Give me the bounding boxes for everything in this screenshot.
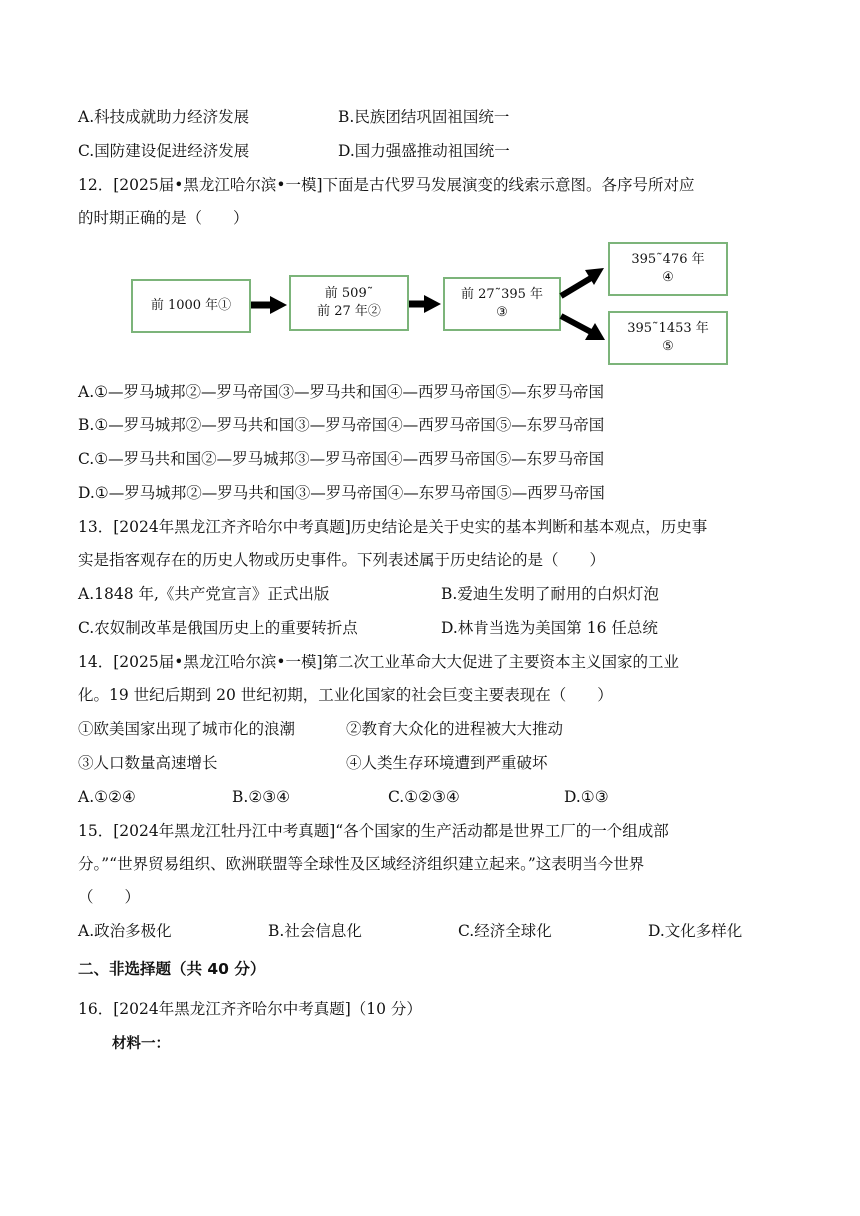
q12-option-c: C.①—罗马共和国②—罗马城邦③—罗马帝国④—西罗马帝国⑤—东罗马帝国 — [78, 450, 605, 468]
q15-option-d: D.文化多样化 — [648, 922, 743, 940]
q13-option-c: C.农奴制改革是俄国历史上的重要转折点 — [78, 619, 358, 637]
diagram-arrows — [0, 0, 860, 400]
diagram-box-2-line2: 前 27 年② — [317, 304, 381, 319]
q14-option-d: D.①③ — [564, 788, 609, 806]
q13-option-d: D.林肯当选为美国第 16 任总统 — [441, 619, 658, 637]
q14-statement-4: ④人类生存环境遭到严重破坏 — [346, 754, 548, 772]
q15-stem-line1: 15．[2024年黑龙江牡丹江中考真题]“各个国家的生产活动都是世界工厂的一个组成部 — [78, 822, 669, 840]
q15-stem-line3: （ ） — [78, 888, 141, 906]
q14-stem-line1: 14．[2025届•黑龙江哈尔滨•一模]第二次工业革命大大促进了主要资本主义国家的工业 — [78, 653, 680, 671]
q12-option-a: A.①—罗马城邦②—罗马帝国③—罗马共和国④—西罗马帝国⑤—东罗马帝国 — [78, 383, 605, 401]
arrow-3-4-icon — [561, 278, 591, 296]
q11-option-d: D.国力强盛推动祖国统一 — [338, 142, 510, 160]
q15-stem-line2: 分。”“世界贸易组织、欧洲联盟等全球性及区域经济组织建立起来。”这表明当今世界 — [78, 855, 645, 873]
diagram-box-3-line1: 前 27˜395 年 — [460, 287, 544, 302]
q15-option-c: C.经济全球化 — [458, 922, 552, 940]
q13-option-a: A.1848 年,《共产党宣言》正式出版 — [78, 585, 330, 603]
q14-option-c: C.①②③④ — [388, 788, 460, 806]
q16-material-label: 材料一： — [112, 1036, 170, 1052]
q15-option-b: B.社会信息化 — [268, 922, 362, 940]
q12-stem-line1: 12．[2025届•黑龙江哈尔滨•一模]下面是古代罗马发展演变的线索示意图。各序号所对应 — [78, 176, 695, 194]
diagram-box-1-label: 前 1000 年① — [150, 298, 232, 313]
q14-statement-1: ①欧美国家出现了城市化的浪潮 — [78, 720, 296, 738]
diagram-box-4-line1: 395˜476 年 — [631, 252, 705, 267]
q11-option-c: C.国防建设促进经济发展 — [78, 142, 250, 160]
q15-option-a: A.政治多极化 — [78, 922, 172, 940]
diagram-box-2-line1: 前 509˜ — [324, 286, 374, 301]
q14-statement-2: ②教育大众化的进程被大大推动 — [346, 720, 564, 738]
q13-stem-line2: 实是指客观存在的历史人物或历史事件。下列表述属于历史结论的是（ ） — [78, 551, 606, 569]
q13-stem-line1: 13．[2024年黑龙江齐齐哈尔中考真题]历史结论是关于史实的基本判断和基本观点，历史事 — [78, 518, 708, 536]
q14-statement-3: ③人口数量高速增长 — [78, 754, 218, 772]
q13-option-b: B.爱迪生发明了耐用的白炽灯泡 — [441, 585, 659, 603]
q12-option-d: D.①—罗马城邦②—罗马共和国③—罗马帝国④—东罗马帝国⑤—西罗马帝国 — [78, 484, 605, 502]
diagram-box-5-line1: 395˜1453 年 — [627, 321, 709, 336]
diagram-box-3-line2: ③ — [496, 305, 508, 320]
q14-option-b: B.②③④ — [232, 788, 291, 806]
q16-stem: 16．[2024年黑龙江齐齐哈尔中考真题]（10 分） — [78, 1000, 422, 1018]
arrow-3-5-icon — [561, 316, 591, 332]
diagram-box-4-line2: ④ — [662, 270, 674, 285]
q11-option-b: B.民族团结巩固祖国统一 — [338, 108, 510, 126]
section-heading: 二、非选择题（共 40 分） — [78, 960, 266, 978]
q12-option-b: B.①—罗马城邦②—罗马共和国③—罗马帝国④—西罗马帝国⑤—东罗马帝国 — [78, 416, 605, 434]
q14-stem-line2: 化。19 世纪后期到 20 世纪初期，工业化国家的社会巨变主要表现在（ ） — [78, 686, 613, 704]
q11-option-a: A.科技成就助力经济发展 — [78, 108, 250, 126]
q12-stem-line2: 的时期正确的是（ ） — [78, 209, 249, 227]
q14-option-a: A.①②④ — [78, 788, 136, 806]
diagram-box-5-line2: ⑤ — [662, 339, 674, 354]
